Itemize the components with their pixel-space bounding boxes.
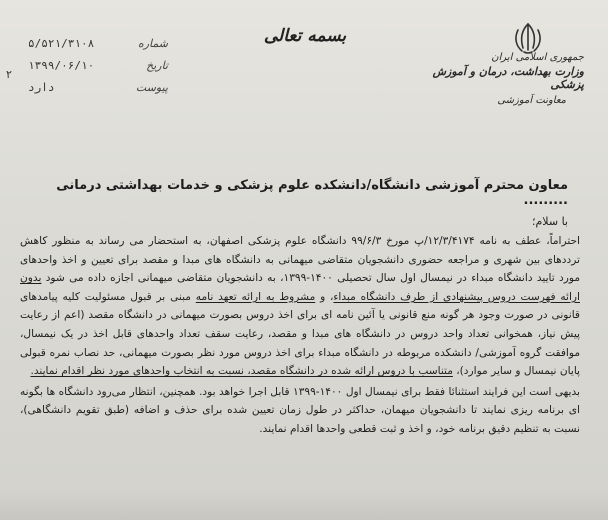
p1-part3: مبنی بر قبول مسئولیت کلیه پیامدهای قانونی در صورت وجود هر گونه منع قانونی یا آئین نامه ای برای اخذ دروس بصورت میهمانی در دانشگاه مقصد (اعم از رعایت پیش نیاز، همخوانی تعداد واحد دروس در دانشگاه های مبدا و مقصد، رعایت سقف تعداد واحدهای قابل اخذ در یک نیمسال، موافقت گروه آموزشی/ دانشکده مربوطه در دانشگاه مبداء برای اخذ دروس مورد نظر بصورت میهمانی، حد نصاب نمره قبولی پایان نیمسال و سایر موارد)،	[20, 290, 580, 378]
p1-underlined-2: مشروط به ارائه تعهد نامه	[195, 290, 316, 303]
recipient-line: معاون محترم آموزشی دانشگاه/دانشکده علوم پزشکی و خدمات بهداشتی درمانی .........	[56, 178, 568, 208]
attachment-value: دارد	[28, 80, 55, 94]
org-country: جمهوری اسلامی ایران	[491, 52, 584, 63]
p1-underlined-3: متناسب با دروس ارائه شده در دانشگاه مقصد، نسبت به انتخاب واحدهای مورد نظر اقدام نمایند.	[30, 365, 453, 378]
date-value: ۱۳۹۹/۰۶/۱۰	[28, 58, 95, 72]
number-value: ۵/۵۲۱/۳۱۰۸	[28, 36, 95, 50]
salutation: با سلام؛	[532, 215, 568, 228]
letter-meta	[28, 32, 168, 98]
attachment-label: پیوست	[135, 80, 168, 94]
p1-underlined-1: بدون ارائه فهرست دروس پیشنهادی از طرف دانشگاه مبداء	[20, 272, 580, 303]
org-ministry: وزارت بهداشت، درمان و آموزش پزشکی	[432, 65, 584, 91]
side-mark: ۲	[6, 68, 12, 81]
org-department: معاونت آموزشی	[497, 95, 566, 106]
attachment-row	[28, 76, 168, 98]
paper-shadow	[0, 490, 608, 520]
date-row	[28, 54, 168, 76]
letter-body	[20, 232, 580, 439]
body-paragraph-2: بدیهی است این فرایند استثنائا فقط برای نیمسال اول ۱۴۰۰-۱۳۹۹ قابل اجرا خواهد بود. همچنین، انتظار می‌رود دانشگاه ها بگونه ای برنامه ریزی نمایند تا دانشجویان میهمان، حداکثر در طول زمان تعیین شده برای حذف و اضافه (طبق تقویم دانشگاهی)، نسبت به تنظیم دقیق برنامه خود، و اخذ و ثبت قطعی واحدها اقدام نمایند.	[20, 385, 581, 435]
number-label: شماره	[137, 36, 168, 50]
date-label: تاریخ	[146, 58, 168, 72]
basmala-heading: بسمه تعالی	[263, 26, 347, 46]
p1-part2: ، و	[315, 290, 334, 303]
body-paragraph-1	[20, 232, 580, 381]
organization-block	[414, 52, 584, 106]
p1-part1: احتراماً، عطف به نامه ۱۲/۳/۴۱۷۴/پ مورخ ۹۹/۶/۳ دانشگاه علوم پزشکی اصفهان، به استحضار می رساند به منظور کاهش ترددهای بین شهری و مراجعه حضوری دانشجویان متقاضی میهمانی به دانشگاه های مبدا و مقصد برای تعیین و اخذ واحدهای مورد تایید دانشگاه مبداء در نیمسال اول سال تحصیلی ۱۴۰۰-۱۳۹۹، به دانشجویان متقاضی میهمانی اجازه داده می شود	[20, 235, 581, 285]
number-row	[28, 32, 168, 54]
